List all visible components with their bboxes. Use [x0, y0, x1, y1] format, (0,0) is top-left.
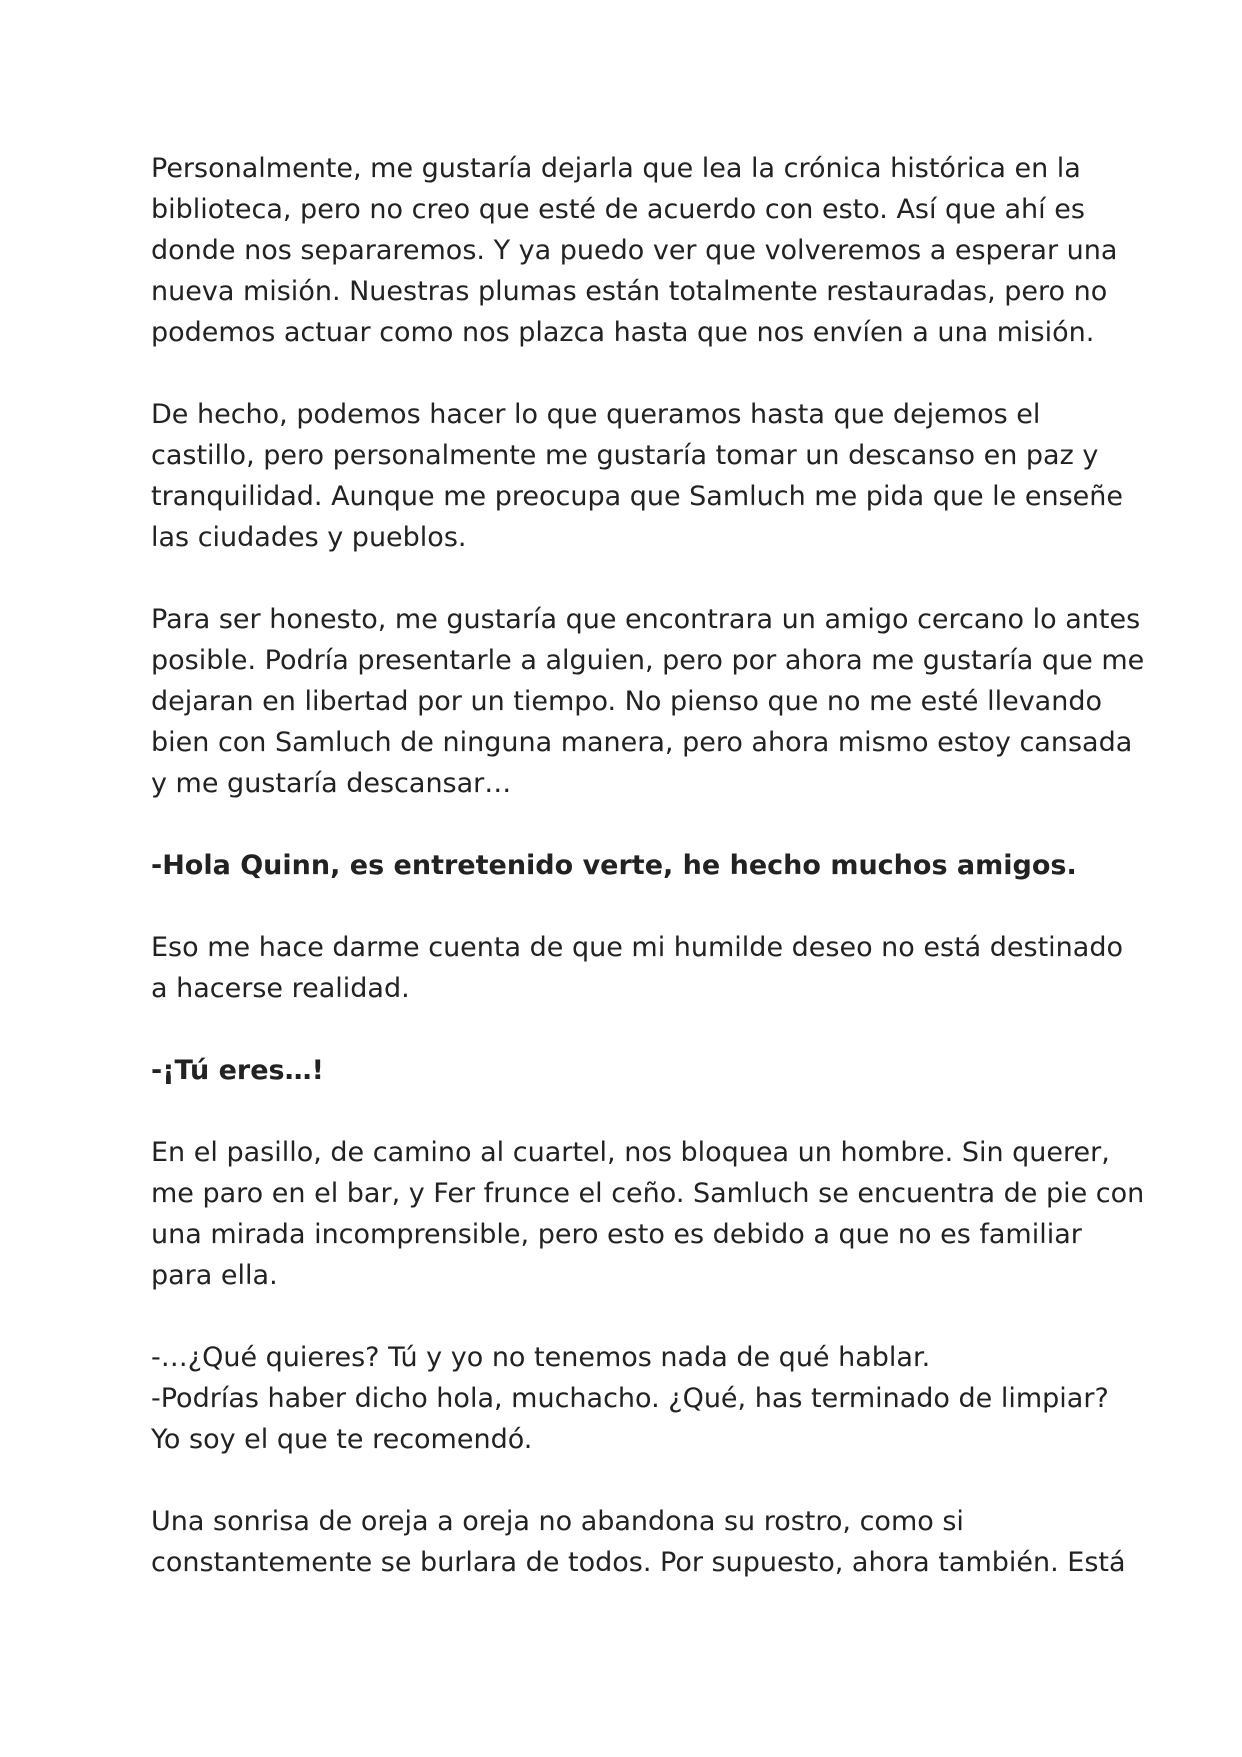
dialogue-paragraph — [151, 845, 1111, 886]
text-line: para ella. — [151, 1260, 278, 1291]
text-paragraph — [151, 599, 1145, 804]
text-paragraph — [151, 1132, 1145, 1296]
text-paragraph — [151, 927, 1123, 1009]
text-line: -¡Tú eres…! — [151, 1055, 324, 1086]
text-paragraph — [151, 1337, 1111, 1460]
text-line: las ciudades y pueblos. — [151, 522, 467, 553]
text-line: Yo soy el que te recomendó. — [151, 1424, 533, 1455]
text-line: De hecho, podemos hacer lo que queramos hasta que dejemos el — [151, 399, 1041, 430]
text-line: una mirada incomprensible, pero esto es debido a que no es familiar — [151, 1219, 1082, 1250]
text-line: Una sonrisa de oreja a oreja no abandona su rostro, como si — [151, 1506, 964, 1537]
text-line: -Podrías haber dicho hola, muchacho. ¿Qué, has terminado de limpiar? — [151, 1383, 1109, 1414]
text-line: posible. Podría presentarle a alguien, pero por ahora me gustaría que me — [151, 645, 1145, 676]
text-line: y me gustaría descansar… — [151, 768, 512, 799]
text-line: biblioteca, pero no creo que esté de acuerdo con esto. Así que ahí es — [151, 194, 1085, 225]
document-body — [151, 148, 1145, 1624]
text-line: En el pasillo, de camino al cuartel, nos bloquea un hombre. Sin querer, — [151, 1137, 1110, 1168]
text-line: donde nos separaremos. Y ya puedo ver que volveremos a esperar una — [151, 235, 1118, 266]
text-line: castillo, pero personalmente me gustaría tomar un descanso en paz y — [151, 440, 1099, 471]
text-line: a hacerse realidad. — [151, 973, 410, 1004]
text-line: Eso me hace darme cuenta de que mi humilde deseo no está destinado — [151, 932, 1123, 963]
text-paragraph — [151, 394, 1123, 558]
text-line: nueva misión. Nuestras plumas están totalmente restauradas, pero no — [151, 276, 1108, 307]
text-line: -…¿Qué quieres? Tú y yo no tenemos nada de qué hablar. — [151, 1342, 931, 1373]
text-paragraph — [151, 148, 1118, 353]
text-paragraph — [151, 1501, 1126, 1583]
text-line: Personalmente, me gustaría dejarla que lea la crónica histórica en la — [151, 153, 1081, 184]
text-line: Para ser honesto, me gustaría que encontrara un amigo cercano lo antes — [151, 604, 1141, 635]
text-line: -Hola Quinn, es entretenido verte, he hecho muchos amigos. — [151, 850, 1077, 881]
text-line: bien con Samluch de ninguna manera, pero ahora mismo estoy cansada — [151, 727, 1133, 758]
text-line: tranquilidad. Aunque me preocupa que Samluch me pida que le enseñe — [151, 481, 1123, 512]
text-line: podemos actuar como nos plazca hasta que nos envíen a una misión. — [151, 317, 1095, 348]
text-line: dejaran en libertad por un tiempo. No pienso que no me esté llevando — [151, 686, 1102, 717]
text-line: constantemente se burlara de todos. Por supuesto, ahora también. Está — [151, 1547, 1126, 1578]
dialogue-paragraph — [151, 1050, 1111, 1091]
text-line: me paro en el bar, y Fer frunce el ceño. Samluch se encuentra de pie con — [151, 1178, 1145, 1209]
